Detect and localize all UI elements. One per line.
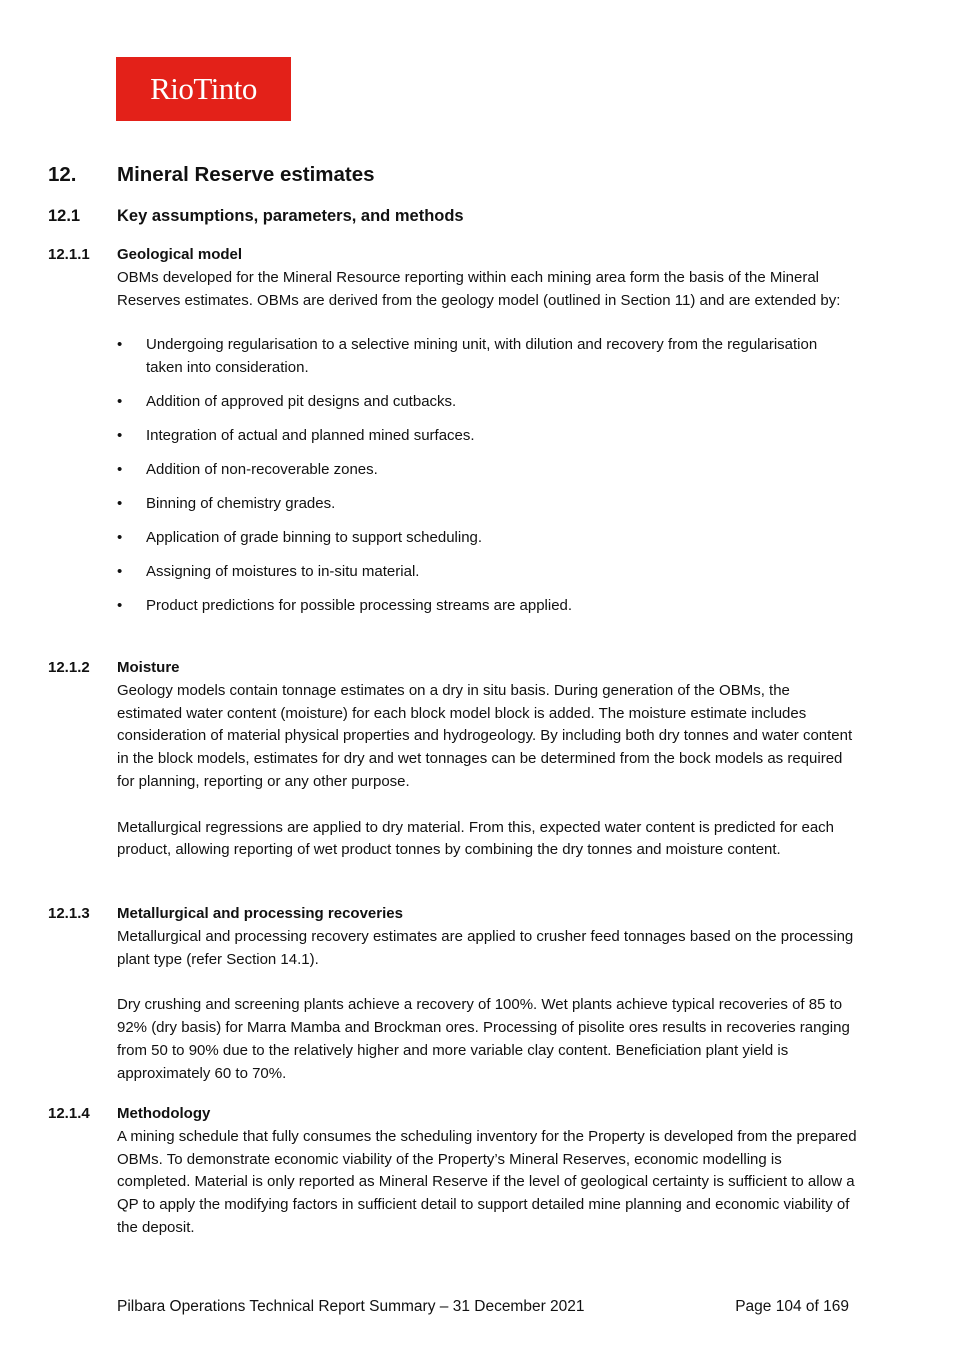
section-geological-model: [48, 244, 858, 629]
bullet-icon: •: [117, 336, 123, 354]
paragraph: Dry crushing and screening plants achieve a recovery of 100%. Wet plants achieve typical recoveries of 85 to 92% (dry basis) for Marra Mamba and Brockman ores. Processing of pisolite ores results in recoveries ranging from 50 to 90% due to the relatively higher and more variable clay content. Beneficiation plant yield is approximately 60 to 70%.: [117, 996, 850, 1082]
bullet-item: • Integration of actual and planned mined surfaces.: [117, 425, 858, 448]
bullet-icon: •: [117, 529, 123, 547]
bullet-icon: •: [117, 495, 123, 513]
subsection-number: 12.1: [48, 207, 81, 225]
bullet-item: • Application of grade binning to support scheduling.: [117, 527, 858, 550]
footer-report-title: Pilbara Operations Technical Report Summary – 31 December 2021: [117, 1298, 585, 1315]
bullet-item: • Assigning of moistures to in-situ material.: [117, 561, 858, 584]
paragraph: Metallurgical regressions are applied to dry material. From this, expected water content is predicted for each product, allowing reporting of wet product tonnes by combining the dry tonnes and moisture content.: [117, 818, 835, 859]
section-number: 12.: [48, 163, 77, 186]
paragraph: Metallurgical and processing recovery estimates are applied to crusher feed tonnages based on the processing plant type (refer Section 14.1).: [117, 927, 854, 968]
clause-number: 12.1.1: [48, 246, 90, 263]
bullet-icon: •: [117, 427, 123, 445]
clause-title: Geological model: [117, 246, 243, 263]
bullet-item: • Binning of chemistry grades.: [117, 493, 858, 516]
section-methodology: [48, 1103, 858, 1240]
clause-title: Moisture: [117, 659, 180, 676]
bullet-icon: •: [117, 563, 123, 581]
section-moisture: [48, 657, 858, 862]
bullet-item: • Undergoing regularisation to a selective mining unit, with dilution and recovery from the regularisation taken into consideration.: [117, 336, 818, 377]
rio-tinto-logo: RioTinto: [116, 57, 291, 121]
clause-number: 12.1.4: [48, 1105, 90, 1122]
bullet-icon: •: [117, 393, 123, 411]
section-metallurgical-recoveries: [48, 903, 858, 1085]
bullet-list: [117, 334, 858, 617]
clause-title: Metallurgical and processing recoveries: [117, 905, 403, 922]
bullet-item: • Addition of approved pit designs and cutbacks.: [117, 391, 858, 414]
page-number: Page 104 of 169: [735, 1298, 849, 1315]
bullet-item: • Product predictions for possible processing streams are applied.: [117, 595, 858, 618]
clause-number: 12.1.3: [48, 905, 90, 922]
paragraph: Geology models contain tonnage estimates on a dry in situ basis. During generation of the OBMs, the estimated water content (moisture) for each block model block is added. The moisture estimate includes consideration of material physical properties and hydrogeology. By including both dry tonnes and water content in the block models, estimates for dry and wet tonnages can be determined from the bock models as required for planning, reporting or any other purpose.: [117, 681, 853, 790]
subsection-title: Key assumptions, parameters, and methods: [117, 207, 464, 225]
bullet-icon: •: [117, 461, 123, 479]
bullet-item: • Addition of non-recoverable zones.: [117, 459, 858, 482]
paragraph: A mining schedule that fully consumes the scheduling inventory for the Property is developed from the prepared OBMs. To demonstrate economic viability of the Property’s Mineral Reserves, economic modelling is completed. Material is only reported as Mineral Reserve if the level of geological certainty is sufficient to allow a QP to apply the modifying factors in sufficient detail to support detailed mine planning and economic viability of the deposit.: [117, 1127, 857, 1236]
bullet-icon: •: [117, 597, 123, 615]
section-title: Mineral Reserve estimates: [117, 163, 375, 186]
paragraph: OBMs developed for the Mineral Resource reporting within each mining area form the basis of the Mineral Reserves estimates. OBMs are derived from the geology model (outlined in Section 11) and are extended by:: [117, 268, 841, 309]
clause-title: Methodology: [117, 1105, 211, 1122]
clause-number: 12.1.2: [48, 659, 90, 676]
